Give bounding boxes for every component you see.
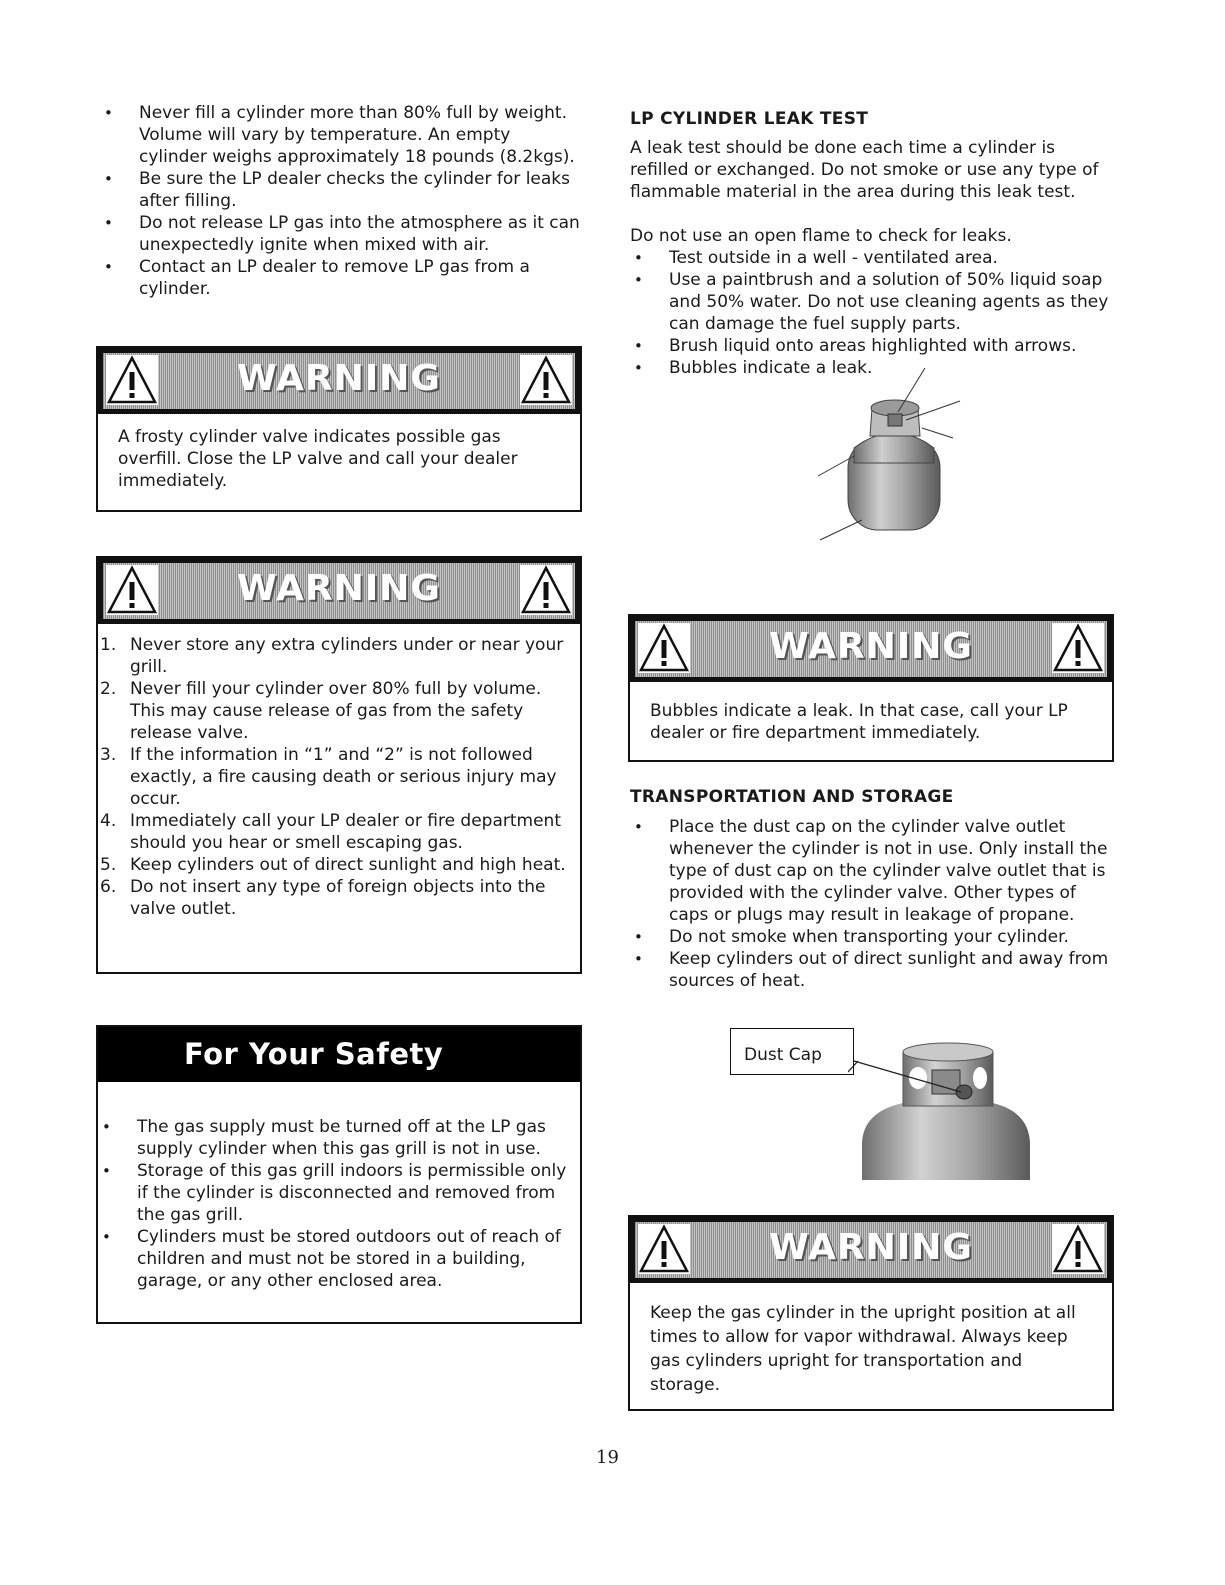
warning-label: WARNING [769, 1227, 973, 1268]
safety-bullets [98, 1116, 570, 1292]
warning-banner [98, 348, 580, 414]
warning-box-bubbles [628, 614, 1114, 762]
list-item: • Keep cylinders out of direct sunlight and away from sources of heat. [630, 948, 1110, 992]
warning-label: WARNING [769, 626, 973, 667]
cylinder-fill-bullets [100, 102, 580, 300]
propane-cylinder-dust-cap-image [848, 1040, 1038, 1185]
list-item: • Contact an LP dealer to remove LP gas from a cylinder. [100, 256, 580, 300]
dust-cap-label: Dust Cap [744, 1045, 822, 1065]
warning-label: WARNING [237, 358, 441, 399]
list-item: • Brush liquid onto areas highlighted with arrows. [630, 335, 1110, 357]
leak-test-flame-note: Do not use an open flame to check for leaks. [630, 226, 1012, 246]
list-item: • Storage of this gas grill indoors is permissible only if the cylinder is disconnected and removed from the gas grill. [98, 1160, 570, 1226]
list-item: • Be sure the LP dealer checks the cylinder for leaks after filling. [100, 168, 580, 212]
list-item: 6. Do not insert any type of foreign objects into the valve outlet. [100, 877, 546, 919]
warning-box-cylinder-storage [96, 556, 582, 974]
list-item: • Cylinders must be stored outdoors out of reach of children and must not be stored in a building, garage, or any other enclosed area. [98, 1226, 570, 1292]
warning-triangle-icon [520, 565, 572, 615]
safety-title: For Your Safety [184, 1037, 444, 1071]
warning-box-upright-cylinder [628, 1215, 1114, 1411]
list-item: • Place the dust cap on the cylinder valve outlet whenever the cylinder is not in use. Only install the type of dust cap on the cylinder valve outlet that is provided with the cylinder valve. Other types of caps or plugs may result in leakage of propane. [630, 816, 1110, 926]
warning-body: Bubbles indicate a leak. In that case, call your LP dealer or fire department immediately. [650, 701, 1068, 743]
safety-banner [98, 1027, 580, 1082]
warning-label: WARNING [237, 568, 441, 609]
transport-bullets [630, 816, 1110, 992]
page-number: 19 [596, 1447, 619, 1468]
warning-triangle-icon [1052, 1224, 1104, 1274]
list-item: • Never fill a cylinder more than 80% full by weight. Volume will vary by temperature. An empty cylinder weighs approximately 18 pounds (8.2kgs). [100, 102, 580, 168]
list-item: 3. If the information in “1” and “2” is not followed exactly, a fire causing death or serious injury may occur. [100, 745, 557, 809]
dust-cap-callout [730, 1028, 854, 1075]
warning-box-frosty-valve [96, 346, 582, 512]
list-item: • The gas supply must be turned off at the LP gas supply cylinder when this gas grill is not in use. [98, 1116, 570, 1160]
leak-test-paragraph: A leak test should be done each time a cylinder is refilled or exchanged. Do not smoke or use any type of flammable material in the area during this leak test. [630, 138, 1099, 202]
list-item: 4. Immediately call your LP dealer or fire department should you hear or smell escaping gas. [100, 811, 562, 853]
warning-body: A frosty cylinder valve indicates possible gas overfill. Close the LP valve and call your dealer immediately. [118, 427, 518, 491]
list-item: • Use a paintbrush and a solution of 50% liquid soap and 50% water. Do not use cleaning agents as they can damage the fuel supply parts. [630, 269, 1110, 335]
warning-banner [98, 558, 580, 624]
leak-test-bullets [630, 247, 1110, 379]
warning-banner [630, 616, 1112, 682]
leak-test-heading: LP CYLINDER LEAK TEST [630, 109, 869, 129]
list-item: • Bubbles indicate a leak. [630, 357, 1110, 379]
list-item: • Test outside in a well - ventilated area. [630, 247, 1110, 269]
warning-triangle-icon [1052, 623, 1104, 673]
list-item: • Do not smoke when transporting your cylinder. [630, 926, 1110, 948]
list-item: • Do not release LP gas into the atmosphere as it can unexpectedly ignite when mixed with air. [100, 212, 580, 256]
warning-triangle-icon [520, 355, 572, 405]
transport-heading: TRANSPORTATION AND STORAGE [630, 787, 954, 807]
propane-cylinder-leak-points-image [810, 368, 970, 546]
warning-numbered-list [100, 634, 576, 920]
for-your-safety-box [96, 1025, 582, 1324]
list-item: 2. Never fill your cylinder over 80% full by volume. This may cause release of gas from the safety release valve. [100, 679, 542, 743]
warning-banner [630, 1217, 1112, 1283]
list-item: 5. Keep cylinders out of direct sunlight and high heat. [100, 855, 566, 875]
warning-body: Keep the gas cylinder in the upright position at all times to allow for vapor withdrawal. Always keep gas cylinders upright for transportation and storage. [650, 1303, 1076, 1395]
list-item: 1. Never store any extra cylinders under or near your grill. [100, 635, 564, 677]
